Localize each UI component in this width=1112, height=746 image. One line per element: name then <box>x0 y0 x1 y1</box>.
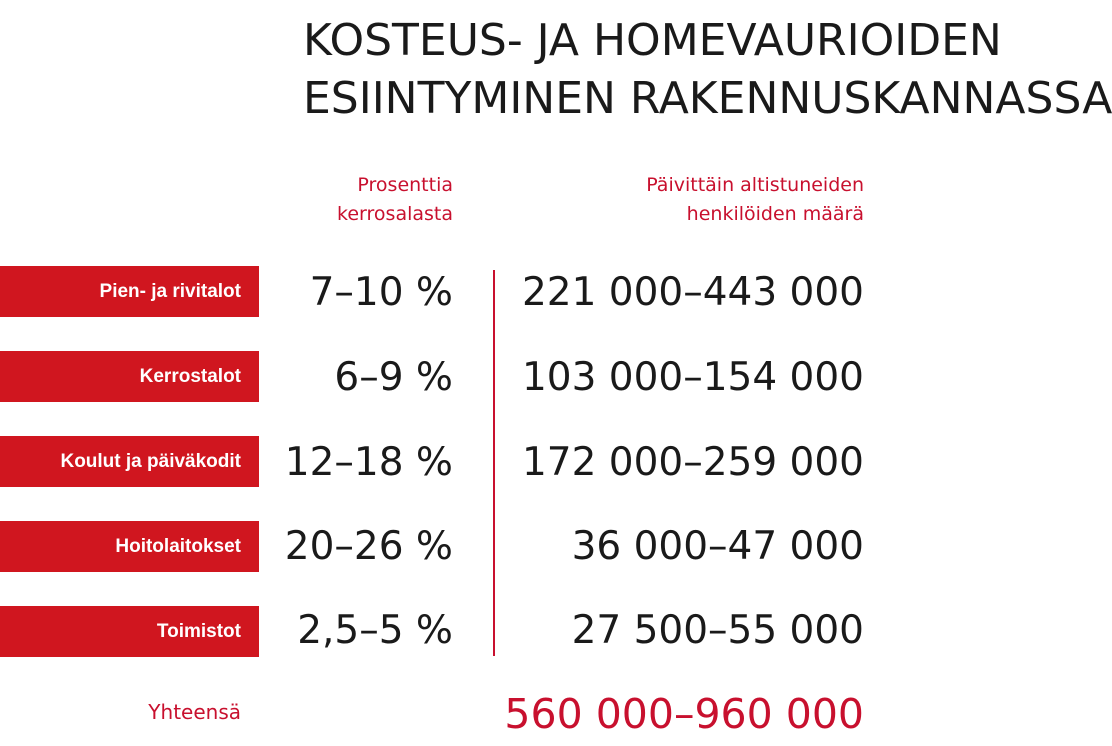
percent-column-header <box>337 171 453 229</box>
row-label-kerrostalot: Kerrostalot <box>0 351 259 402</box>
column-divider <box>493 270 495 656</box>
total-people: 560 000–960 000 <box>504 690 864 738</box>
row-label-toimistot: Toimistot <box>0 606 259 657</box>
row-label-koulut-ja-paivakodit: Koulut ja päiväkodit <box>0 436 259 487</box>
row-percent-toimistot: 2,5–5 % <box>297 608 453 653</box>
row-label-pien-ja-rivitalot: Pien- ja rivitalot <box>0 266 259 317</box>
row-percent-pien-ja-rivitalot: 7–10 % <box>309 270 453 315</box>
chart-title-line-2: ESIINTYMINEN RAKENNUSKANNASSA <box>303 73 1112 124</box>
row-people-koulut-ja-paivakodit: 172 000–259 000 <box>521 440 864 485</box>
people-header-line-2: henkilöiden määrä <box>686 203 864 225</box>
chart-title-line-1: KOSTEUS- JA HOMEVAURIOIDEN <box>303 15 1002 66</box>
row-people-toimistot: 27 500–55 000 <box>571 608 864 653</box>
people-header-line-1: Päivittäin altistuneiden <box>646 174 864 196</box>
percent-header-line-1: Prosenttia <box>357 174 453 196</box>
row-label-hoitolaitokset: Hoitolaitokset <box>0 521 259 572</box>
total-label: Yhteensä <box>148 700 241 724</box>
row-percent-hoitolaitokset: 20–26 % <box>284 524 453 569</box>
row-percent-kerrostalot: 6–9 % <box>334 355 453 400</box>
percent-header-line-2: kerrosalasta <box>337 203 453 225</box>
chart-title <box>303 12 1112 128</box>
row-people-kerrostalot: 103 000–154 000 <box>521 355 864 400</box>
row-people-hoitolaitokset: 36 000–47 000 <box>571 524 864 569</box>
row-people-pien-ja-rivitalot: 221 000–443 000 <box>521 270 864 315</box>
row-percent-koulut-ja-paivakodit: 12–18 % <box>284 440 453 485</box>
people-column-header <box>646 171 864 229</box>
